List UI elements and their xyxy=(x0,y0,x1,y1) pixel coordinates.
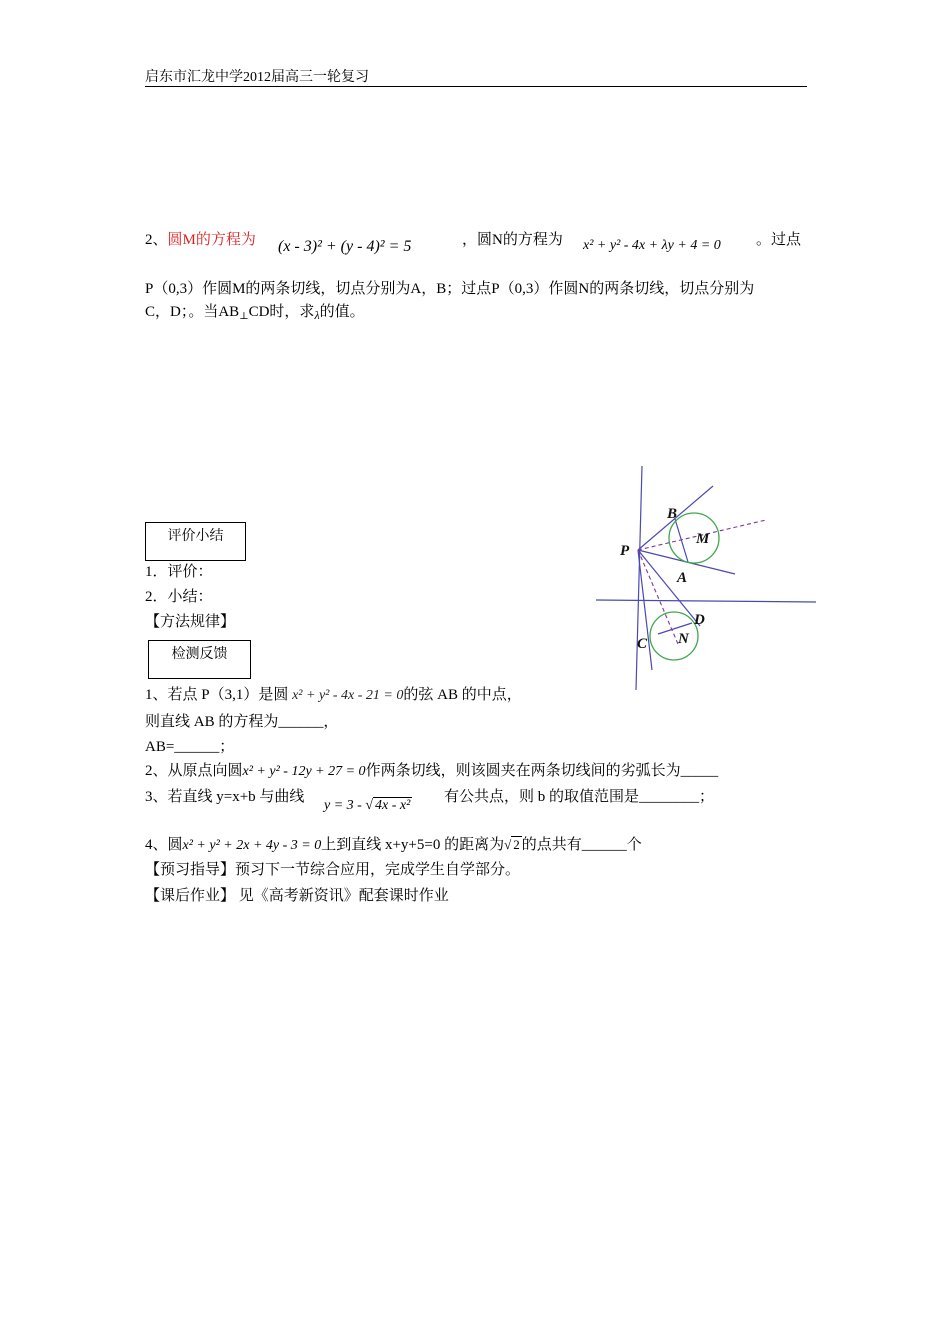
homework: 【课后作业】 见《高考新资讯》配套课时作业 xyxy=(145,888,449,904)
problem2-line3-a: C，D；。当AB xyxy=(145,304,240,320)
q1-ab-end: ； xyxy=(219,739,235,755)
problem2-line3 xyxy=(145,300,365,323)
perpendicular-symbol: ⊥ xyxy=(239,311,249,322)
eval-item-1: 1．评价： xyxy=(145,564,213,580)
eval-item-2: 2．小结： xyxy=(145,589,213,605)
label-n: N xyxy=(678,631,689,647)
q3-text-b: 有公共点，则 b 的取值范围是 xyxy=(444,789,640,805)
eval-summary-box: 评价小结 xyxy=(145,522,246,561)
line-horizontal xyxy=(596,600,816,602)
header-rule xyxy=(145,86,807,87)
label-a: A xyxy=(677,570,688,586)
check-feedback-box: 检测反馈 xyxy=(148,640,251,679)
q1-text-b: 的弦 AB 的中点， xyxy=(403,687,522,703)
q4-text-d: 个 xyxy=(626,837,642,853)
label-m: M xyxy=(696,531,710,547)
problem2-line3-b: CD时，求 xyxy=(248,304,315,320)
q3-eq-left: y = 3 - xyxy=(324,798,366,813)
q1-line3 xyxy=(145,735,234,756)
q3-line-right xyxy=(444,785,714,806)
preview-guidance: 【预习指导】预习下一节综合应用，完成学生自学部分。 xyxy=(145,862,521,878)
lambda-symbol: λ xyxy=(314,308,320,322)
page-header: 启东市汇龙中学2012届高三一轮复习 xyxy=(145,70,369,85)
q2-equation: x² + y² - 12y + 27 = 0 xyxy=(242,764,366,779)
problem2-mid: ，圆N的方程为 xyxy=(462,232,563,248)
q1-blank-ab: ______ xyxy=(174,739,220,755)
label-c: C xyxy=(637,636,648,652)
problem2-line1 xyxy=(145,228,256,249)
q1-ab-label: AB= xyxy=(145,739,175,755)
tangent-pc xyxy=(638,550,652,670)
q1-line2 xyxy=(145,710,338,731)
q4-root: 2 xyxy=(513,837,520,852)
q4-line xyxy=(145,833,642,854)
q2-text-b: 作两条切线，则该圆夹在两条切线间的劣弧长为 xyxy=(365,763,681,779)
tangent-figure xyxy=(590,462,820,694)
q4-text-a: 4、圆 xyxy=(145,837,183,853)
q3-equation: y = 3 - √ 4x - x² xyxy=(324,798,411,813)
q1-line2-text: 则直线 AB 的方程为 xyxy=(145,714,279,730)
q4-text-b: 上到直线 x+y+5=0 的距离为 xyxy=(321,837,505,853)
figure-lines xyxy=(596,466,816,690)
problem2-line3-c: 的值。 xyxy=(319,304,365,320)
label-b: B xyxy=(667,506,678,522)
q4-blank: ______ xyxy=(581,837,627,853)
q1-blank-line: ______， xyxy=(278,714,339,730)
tangent-pd xyxy=(638,550,700,626)
equation-circle-m: (x - 3)² + (y - 4)² = 5 xyxy=(278,238,412,255)
q1-line1 xyxy=(145,683,522,704)
label-d: D xyxy=(694,612,705,628)
q3-text-a: 3、若直线 y=x+b 与曲线 xyxy=(145,789,305,805)
q2-text-a: 2、从原点向圆 xyxy=(145,763,243,779)
q2-blank: _____ xyxy=(680,763,719,779)
problem2-suffix: 。过点 xyxy=(756,232,802,248)
q4-sqrt: √ 2 xyxy=(504,837,520,852)
problem2-prefix: 2、 xyxy=(145,232,168,248)
q2-line xyxy=(145,759,718,780)
equation-circle-n: x² + y² - 4x + λy + 4 = 0 xyxy=(583,238,721,253)
problem2-red-text: 圆M的方程为 xyxy=(167,232,256,248)
method-heading: 【方法规律】 xyxy=(145,614,236,630)
q4-equation: x² + y² + 2x + 4y - 3 = 0 xyxy=(182,838,322,853)
q1-text-a: 1、若点 P（3,1）是圆 xyxy=(145,687,289,703)
problem2-line2: P（0,3）作圆M的两条切线，切点分别为A，B；过点P（0,3）作圆N的两条切线，切点分别为 xyxy=(145,281,755,297)
q1-equation: x² + y² - 4x - 21 = 0 xyxy=(292,688,404,703)
q4-text-c: 的点共有 xyxy=(521,837,582,853)
q3-eq-root: 4x - x² xyxy=(375,798,411,813)
q3-blank: ________； xyxy=(639,789,715,805)
label-p: P xyxy=(620,543,630,559)
